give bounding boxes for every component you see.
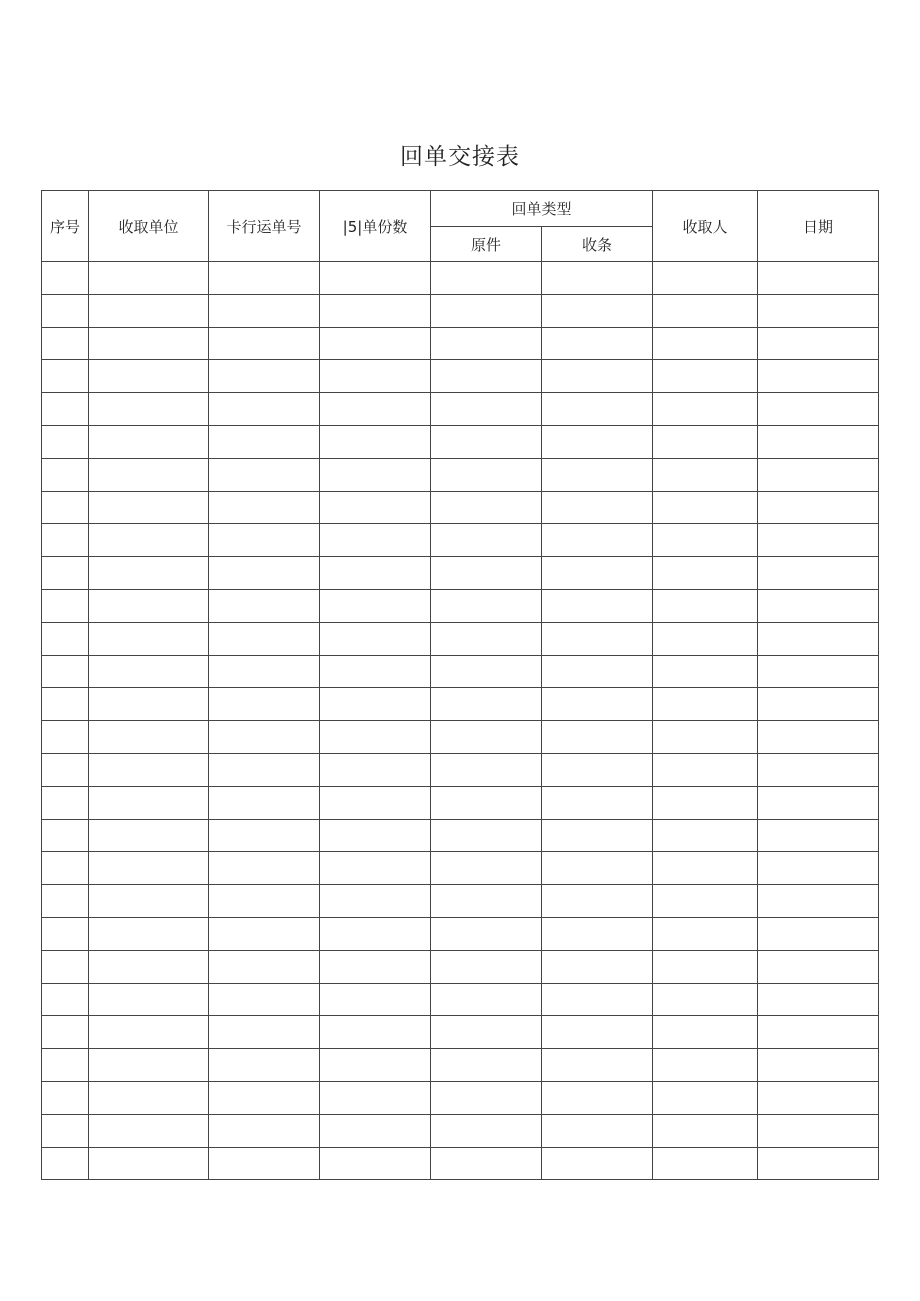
- copies-cell[interactable]: [320, 1114, 431, 1147]
- copies-cell[interactable]: [320, 1016, 431, 1049]
- receiver-cell[interactable]: [653, 786, 758, 819]
- copies-cell[interactable]: [320, 360, 431, 393]
- receipt-cell[interactable]: [542, 622, 653, 655]
- receiving-unit-cell[interactable]: [89, 425, 209, 458]
- copies-cell[interactable]: [320, 589, 431, 622]
- seq-cell[interactable]: [42, 294, 89, 327]
- table-row: [42, 393, 879, 426]
- waybill-no-cell[interactable]: [209, 1147, 320, 1180]
- seq-cell[interactable]: [42, 786, 89, 819]
- date-cell[interactable]: [758, 917, 879, 950]
- waybill-no-cell[interactable]: [209, 1049, 320, 1082]
- receiver-cell[interactable]: [653, 885, 758, 918]
- original-cell[interactable]: [431, 655, 542, 688]
- copies-cell[interactable]: [320, 721, 431, 754]
- date-cell[interactable]: [758, 1114, 879, 1147]
- table-row: [42, 983, 879, 1016]
- receipt-cell[interactable]: [542, 557, 653, 590]
- date-cell[interactable]: [758, 458, 879, 491]
- receiver-cell[interactable]: [653, 557, 758, 590]
- seq-cell[interactable]: [42, 393, 89, 426]
- receipt-cell[interactable]: [542, 360, 653, 393]
- receiving-unit-cell[interactable]: [89, 819, 209, 852]
- receiving-unit-cell[interactable]: [89, 557, 209, 590]
- original-cell[interactable]: [431, 721, 542, 754]
- receiver-cell[interactable]: [653, 1049, 758, 1082]
- original-cell[interactable]: [431, 1147, 542, 1180]
- table-row: [42, 1016, 879, 1049]
- table-row: [42, 688, 879, 721]
- original-cell[interactable]: [431, 262, 542, 295]
- waybill-no-cell[interactable]: [209, 983, 320, 1016]
- table-row: [42, 458, 879, 491]
- table-row: [42, 425, 879, 458]
- copies-cell[interactable]: [320, 1049, 431, 1082]
- col-header-receiving-unit: 收取单位: [89, 191, 209, 262]
- receiving-unit-cell[interactable]: [89, 360, 209, 393]
- receiver-cell[interactable]: [653, 950, 758, 983]
- original-cell[interactable]: [431, 983, 542, 1016]
- waybill-no-cell[interactable]: [209, 360, 320, 393]
- seq-cell[interactable]: [42, 688, 89, 721]
- receipt-cell[interactable]: [542, 688, 653, 721]
- receipt-cell[interactable]: [542, 589, 653, 622]
- waybill-no-cell[interactable]: [209, 557, 320, 590]
- receiver-cell[interactable]: [653, 393, 758, 426]
- original-cell[interactable]: [431, 1114, 542, 1147]
- table-row: [42, 622, 879, 655]
- receiving-unit-cell[interactable]: [89, 294, 209, 327]
- header-row-1: [42, 191, 879, 227]
- receipt-cell[interactable]: [542, 655, 653, 688]
- receiving-unit-cell[interactable]: [89, 1016, 209, 1049]
- col-header-copies: |5|单份数: [320, 191, 431, 262]
- table-body: [42, 262, 879, 1180]
- copies-cell[interactable]: [320, 425, 431, 458]
- table-row: [42, 1114, 879, 1147]
- date-cell[interactable]: [758, 721, 879, 754]
- seq-cell[interactable]: [42, 1081, 89, 1114]
- receiver-cell[interactable]: [653, 1016, 758, 1049]
- receipt-cell[interactable]: [542, 1016, 653, 1049]
- seq-cell[interactable]: [42, 950, 89, 983]
- original-cell[interactable]: [431, 294, 542, 327]
- receiving-unit-cell[interactable]: [89, 1049, 209, 1082]
- original-cell[interactable]: [431, 491, 542, 524]
- original-cell[interactable]: [431, 360, 542, 393]
- date-cell[interactable]: [758, 852, 879, 885]
- receiving-unit-cell[interactable]: [89, 491, 209, 524]
- date-cell[interactable]: [758, 360, 879, 393]
- date-cell[interactable]: [758, 491, 879, 524]
- receiver-cell[interactable]: [653, 721, 758, 754]
- waybill-no-cell[interactable]: [209, 786, 320, 819]
- col-header-waybill-no: 卡行运单号: [209, 191, 320, 262]
- receiving-unit-cell[interactable]: [89, 655, 209, 688]
- original-cell[interactable]: [431, 589, 542, 622]
- receiving-unit-cell[interactable]: [89, 524, 209, 557]
- date-cell[interactable]: [758, 622, 879, 655]
- receiver-cell[interactable]: [653, 294, 758, 327]
- date-cell[interactable]: [758, 786, 879, 819]
- date-cell[interactable]: [758, 950, 879, 983]
- waybill-no-cell[interactable]: [209, 950, 320, 983]
- waybill-no-cell[interactable]: [209, 262, 320, 295]
- table-row: [42, 589, 879, 622]
- receiving-unit-cell[interactable]: [89, 721, 209, 754]
- copies-cell[interactable]: [320, 1081, 431, 1114]
- original-cell[interactable]: [431, 1081, 542, 1114]
- seq-cell[interactable]: [42, 360, 89, 393]
- original-cell[interactable]: [431, 786, 542, 819]
- seq-cell[interactable]: [42, 885, 89, 918]
- receiving-unit-cell[interactable]: [89, 327, 209, 360]
- waybill-no-cell[interactable]: [209, 327, 320, 360]
- waybill-no-cell[interactable]: [209, 753, 320, 786]
- receipt-cell[interactable]: [542, 917, 653, 950]
- receiver-cell[interactable]: [653, 852, 758, 885]
- waybill-no-cell[interactable]: [209, 885, 320, 918]
- table-row: [42, 262, 879, 295]
- seq-cell[interactable]: [42, 917, 89, 950]
- date-cell[interactable]: [758, 819, 879, 852]
- copies-cell[interactable]: [320, 1147, 431, 1180]
- seq-cell[interactable]: [42, 721, 89, 754]
- receiving-unit-cell[interactable]: [89, 1147, 209, 1180]
- copies-cell[interactable]: [320, 262, 431, 295]
- table-row: [42, 1147, 879, 1180]
- receiver-cell[interactable]: [653, 622, 758, 655]
- date-cell[interactable]: [758, 1081, 879, 1114]
- receipt-cell[interactable]: [542, 524, 653, 557]
- table-row: [42, 360, 879, 393]
- date-cell[interactable]: [758, 425, 879, 458]
- receiving-unit-cell[interactable]: [89, 262, 209, 295]
- copies-cell[interactable]: [320, 852, 431, 885]
- receipt-cell[interactable]: [542, 1081, 653, 1114]
- seq-cell[interactable]: [42, 524, 89, 557]
- table-row: [42, 885, 879, 918]
- receipt-cell[interactable]: [542, 425, 653, 458]
- copies-cell[interactable]: [320, 753, 431, 786]
- date-cell[interactable]: [758, 294, 879, 327]
- receipt-cell[interactable]: [542, 393, 653, 426]
- waybill-no-cell[interactable]: [209, 458, 320, 491]
- table-row: [42, 655, 879, 688]
- original-cell[interactable]: [431, 557, 542, 590]
- waybill-no-cell[interactable]: [209, 721, 320, 754]
- seq-cell[interactable]: [42, 622, 89, 655]
- seq-cell[interactable]: [42, 589, 89, 622]
- col-header-receipt-type: 回单类型: [431, 191, 653, 227]
- date-cell[interactable]: [758, 327, 879, 360]
- waybill-no-cell[interactable]: [209, 524, 320, 557]
- table-row: [42, 721, 879, 754]
- seq-cell[interactable]: [42, 983, 89, 1016]
- receiving-unit-cell[interactable]: [89, 393, 209, 426]
- col-header-date: 日期: [758, 191, 879, 262]
- waybill-no-cell[interactable]: [209, 819, 320, 852]
- date-cell[interactable]: [758, 262, 879, 295]
- receiving-unit-cell[interactable]: [89, 852, 209, 885]
- copies-cell[interactable]: [320, 327, 431, 360]
- receiver-cell[interactable]: [653, 983, 758, 1016]
- table-row: [42, 786, 879, 819]
- receiver-cell[interactable]: [653, 655, 758, 688]
- receipt-cell[interactable]: [542, 1147, 653, 1180]
- receiver-cell[interactable]: [653, 1147, 758, 1180]
- table-row: [42, 1049, 879, 1082]
- waybill-no-cell[interactable]: [209, 688, 320, 721]
- waybill-no-cell[interactable]: [209, 852, 320, 885]
- waybill-no-cell[interactable]: [209, 655, 320, 688]
- receipt-cell[interactable]: [542, 262, 653, 295]
- receipt-cell[interactable]: [542, 819, 653, 852]
- date-cell[interactable]: [758, 753, 879, 786]
- receipt-cell[interactable]: [542, 786, 653, 819]
- receipt-cell[interactable]: [542, 1114, 653, 1147]
- receiver-cell[interactable]: [653, 458, 758, 491]
- copies-cell[interactable]: [320, 786, 431, 819]
- receiving-unit-cell[interactable]: [89, 688, 209, 721]
- copies-cell[interactable]: [320, 491, 431, 524]
- receipt-cell[interactable]: [542, 294, 653, 327]
- seq-cell[interactable]: [42, 557, 89, 590]
- handover-table: [41, 190, 879, 1180]
- receiving-unit-cell[interactable]: [89, 917, 209, 950]
- receiver-cell[interactable]: [653, 917, 758, 950]
- copies-cell[interactable]: [320, 819, 431, 852]
- receiving-unit-cell[interactable]: [89, 950, 209, 983]
- copies-cell[interactable]: [320, 885, 431, 918]
- waybill-no-cell[interactable]: [209, 917, 320, 950]
- original-cell[interactable]: [431, 393, 542, 426]
- original-cell[interactable]: [431, 688, 542, 721]
- seq-cell[interactable]: [42, 262, 89, 295]
- original-cell[interactable]: [431, 425, 542, 458]
- table-row: [42, 917, 879, 950]
- seq-cell[interactable]: [42, 458, 89, 491]
- date-cell[interactable]: [758, 983, 879, 1016]
- date-cell[interactable]: [758, 1147, 879, 1180]
- date-cell[interactable]: [758, 688, 879, 721]
- copies-cell[interactable]: [320, 393, 431, 426]
- seq-cell[interactable]: [42, 1147, 89, 1180]
- receiving-unit-cell[interactable]: [89, 622, 209, 655]
- seq-cell[interactable]: [42, 753, 89, 786]
- receiving-unit-cell[interactable]: [89, 786, 209, 819]
- original-cell[interactable]: [431, 917, 542, 950]
- date-cell[interactable]: [758, 885, 879, 918]
- receiver-cell[interactable]: [653, 327, 758, 360]
- receiving-unit-cell[interactable]: [89, 458, 209, 491]
- date-cell[interactable]: [758, 1049, 879, 1082]
- copies-cell[interactable]: [320, 688, 431, 721]
- table-row: [42, 753, 879, 786]
- receiving-unit-cell[interactable]: [89, 1114, 209, 1147]
- seq-cell[interactable]: [42, 491, 89, 524]
- receipt-cell[interactable]: [542, 491, 653, 524]
- original-cell[interactable]: [431, 327, 542, 360]
- receiver-cell[interactable]: [653, 688, 758, 721]
- table-row: [42, 950, 879, 983]
- seq-cell[interactable]: [42, 1016, 89, 1049]
- waybill-no-cell[interactable]: [209, 1114, 320, 1147]
- col-header-original: 原件: [431, 227, 542, 262]
- table-row: [42, 819, 879, 852]
- seq-cell[interactable]: [42, 425, 89, 458]
- copies-cell[interactable]: [320, 557, 431, 590]
- col-header-receiver: 收取人: [653, 191, 758, 262]
- date-cell[interactable]: [758, 393, 879, 426]
- copies-cell[interactable]: [320, 458, 431, 491]
- date-cell[interactable]: [758, 557, 879, 590]
- receiver-cell[interactable]: [653, 1081, 758, 1114]
- receiver-cell[interactable]: [653, 360, 758, 393]
- seq-cell[interactable]: [42, 655, 89, 688]
- date-cell[interactable]: [758, 524, 879, 557]
- waybill-no-cell[interactable]: [209, 294, 320, 327]
- receipt-cell[interactable]: [542, 458, 653, 491]
- table-row: [42, 1081, 879, 1114]
- waybill-no-cell[interactable]: [209, 491, 320, 524]
- copies-cell[interactable]: [320, 294, 431, 327]
- original-cell[interactable]: [431, 1049, 542, 1082]
- waybill-no-cell[interactable]: [209, 1016, 320, 1049]
- waybill-no-cell[interactable]: [209, 622, 320, 655]
- receiver-cell[interactable]: [653, 589, 758, 622]
- col-header-seq: 序号: [42, 191, 89, 262]
- receiver-cell[interactable]: [653, 753, 758, 786]
- table-row: [42, 294, 879, 327]
- table-row: [42, 524, 879, 557]
- waybill-no-cell[interactable]: [209, 393, 320, 426]
- waybill-no-cell[interactable]: [209, 589, 320, 622]
- date-cell[interactable]: [758, 589, 879, 622]
- table-row: [42, 491, 879, 524]
- receiving-unit-cell[interactable]: [89, 885, 209, 918]
- date-cell[interactable]: [758, 655, 879, 688]
- seq-cell[interactable]: [42, 327, 89, 360]
- table-row: [42, 327, 879, 360]
- original-cell[interactable]: [431, 622, 542, 655]
- waybill-no-cell[interactable]: [209, 1081, 320, 1114]
- seq-cell[interactable]: [42, 1114, 89, 1147]
- receipt-cell[interactable]: [542, 753, 653, 786]
- receiving-unit-cell[interactable]: [89, 753, 209, 786]
- receiving-unit-cell[interactable]: [89, 1081, 209, 1114]
- table-row: [42, 852, 879, 885]
- original-cell[interactable]: [431, 885, 542, 918]
- receiving-unit-cell[interactable]: [89, 589, 209, 622]
- original-cell[interactable]: [431, 950, 542, 983]
- receipt-cell[interactable]: [542, 327, 653, 360]
- copies-cell[interactable]: [320, 983, 431, 1016]
- receipt-cell[interactable]: [542, 983, 653, 1016]
- col-header-receipt: 收条: [542, 227, 653, 262]
- copies-cell[interactable]: [320, 950, 431, 983]
- receipt-cell[interactable]: [542, 1049, 653, 1082]
- receiver-cell[interactable]: [653, 819, 758, 852]
- original-cell[interactable]: [431, 524, 542, 557]
- original-cell[interactable]: [431, 852, 542, 885]
- receipt-cell[interactable]: [542, 950, 653, 983]
- seq-cell[interactable]: [42, 852, 89, 885]
- copies-cell[interactable]: [320, 655, 431, 688]
- table-row: [42, 557, 879, 590]
- document-title: 回单交接表: [400, 144, 520, 170]
- receipt-cell[interactable]: [542, 852, 653, 885]
- receiver-cell[interactable]: [653, 491, 758, 524]
- copies-cell[interactable]: [320, 524, 431, 557]
- original-cell[interactable]: [431, 753, 542, 786]
- original-cell[interactable]: [431, 458, 542, 491]
- original-cell[interactable]: [431, 1016, 542, 1049]
- copies-cell[interactable]: [320, 622, 431, 655]
- receiver-cell[interactable]: [653, 1114, 758, 1147]
- waybill-no-cell[interactable]: [209, 425, 320, 458]
- seq-cell[interactable]: [42, 1049, 89, 1082]
- receipt-cell[interactable]: [542, 885, 653, 918]
- receiver-cell[interactable]: [653, 425, 758, 458]
- date-cell[interactable]: [758, 1016, 879, 1049]
- original-cell[interactable]: [431, 819, 542, 852]
- receiver-cell[interactable]: [653, 262, 758, 295]
- seq-cell[interactable]: [42, 819, 89, 852]
- receipt-cell[interactable]: [542, 721, 653, 754]
- receiver-cell[interactable]: [653, 524, 758, 557]
- copies-cell[interactable]: [320, 917, 431, 950]
- receiving-unit-cell[interactable]: [89, 983, 209, 1016]
